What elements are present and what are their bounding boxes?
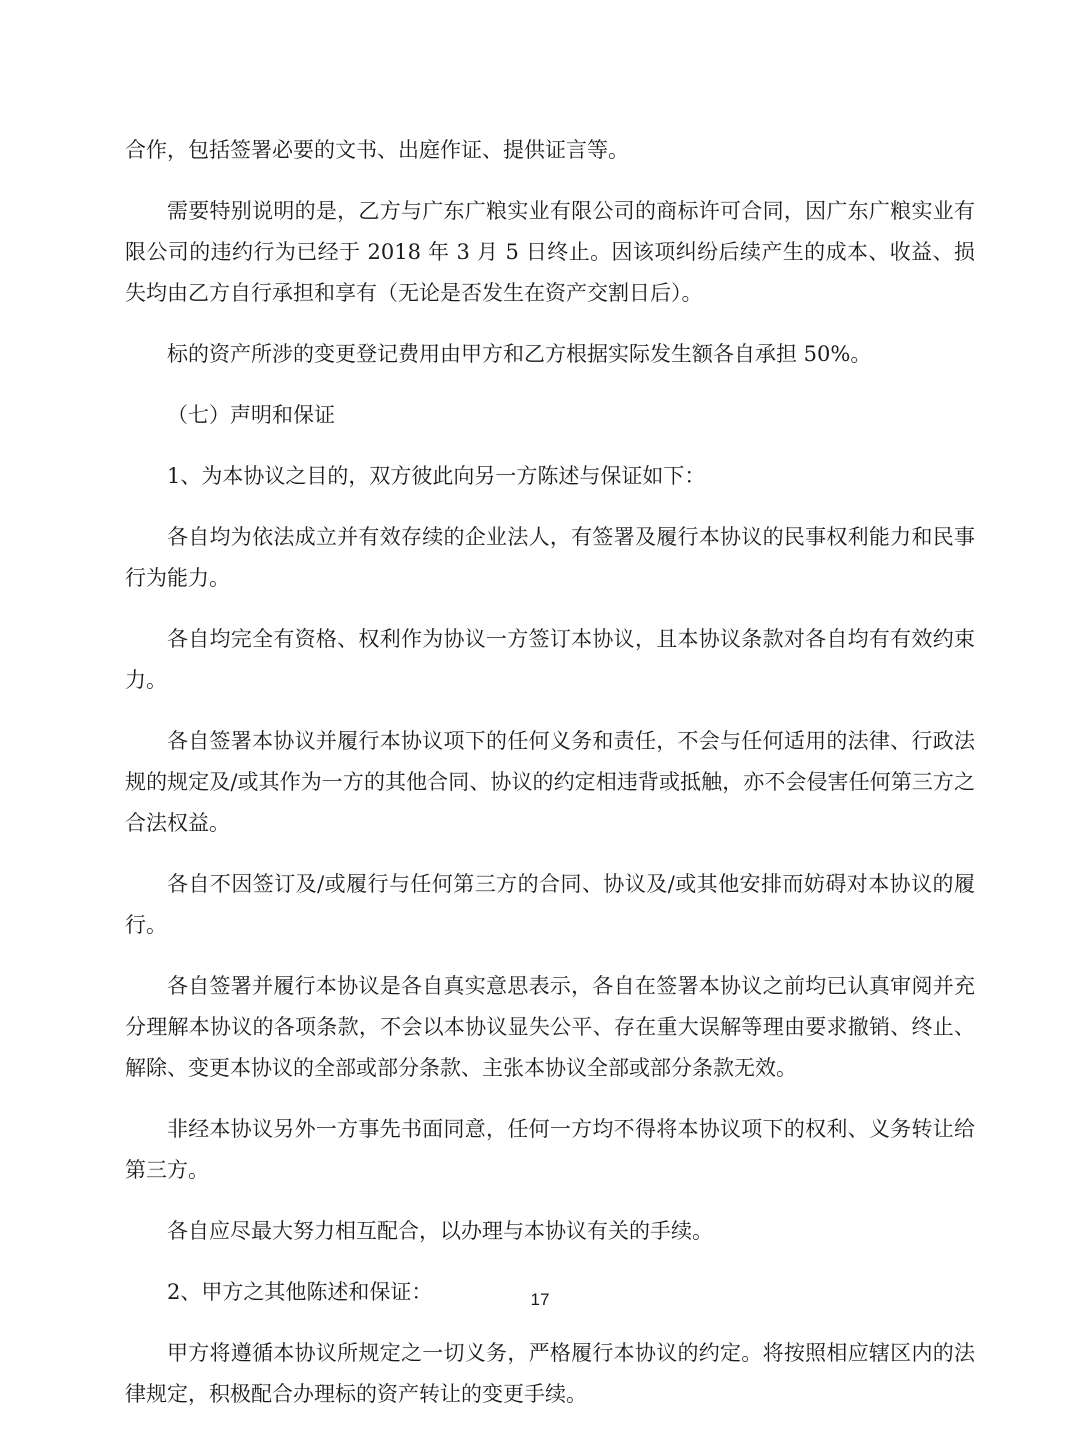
paragraph-trademark-note: 需要特别说明的是，乙方与广东广粮实业有限公司的商标许可合同，因广东广粮实业有限公司的违约行为已经于 2018 年 3 月 5 日终止。因该项纠纷后续产生的成本、收益、损失均由乙方自行承担和享有（无论是否发生在资产交割日后）。 bbox=[125, 199, 975, 305]
clause-heading-party-a: 2、甲方之其他陈述和保证： bbox=[167, 1280, 433, 1304]
paragraph-no-transfer: 非经本协议另外一方事先书面同意，任何一方均不得将本协议项下的权利、义务转让给第三方。 bbox=[125, 1117, 975, 1182]
document-body bbox=[125, 130, 975, 1435]
paragraph-qualification: 各自均完全有资格、权利作为协议一方签订本协议，且本协议条款对各自均有有效约束力。 bbox=[125, 627, 975, 692]
page-number: 17 bbox=[530, 1290, 550, 1309]
clause-heading-mutual: 1、为本协议之目的，双方彼此向另一方陈述与保证如下： bbox=[167, 464, 706, 488]
paragraph-true-intent: 各自签署并履行本协议是各自真实意思表示，各自在签署本协议之前均已认真审阅并充分理解本协议的各项条款，不会以本协议显失公平、存在重大误解等理由要求撤销、终止、解除、变更本协议的全部或部分条款、主张本协议全部或部分条款无效。 bbox=[125, 974, 975, 1080]
section-heading-representations: （七）声明和保证 bbox=[167, 403, 335, 427]
paragraph-no-conflict: 各自签署本协议并履行本协议项下的任何义务和责任，不会与任何适用的法律、行政法规的规定及/或其作为一方的其他合同、协议的约定相违背或抵触，亦不会侵害任何第三方之合法权益。 bbox=[125, 729, 975, 835]
paragraph-party-a-obligations: 甲方将遵循本协议所规定之一切义务，严格履行本协议的约定。将按照相应辖区内的法律规定，积极配合办理标的资产转让的变更手续。 bbox=[125, 1341, 975, 1406]
paragraph-cooperation: 合作，包括签署必要的文书、出庭作证、提供证言等。 bbox=[125, 138, 629, 162]
paragraph-registration-fee: 标的资产所涉的变更登记费用由甲方和乙方根据实际发生额各自承担 50%。 bbox=[167, 342, 872, 366]
paragraph-no-hindrance: 各自不因签订及/或履行与任何第三方的合同、协议及/或其他安排而妨碍对本协议的履行。 bbox=[125, 872, 975, 937]
paragraph-cooperate: 各自应尽最大努力相互配合，以办理与本协议有关的手续。 bbox=[167, 1219, 713, 1243]
paragraph-legal-entity: 各自均为依法成立并有效存续的企业法人，有签署及履行本协议的民事权利能力和民事行为能力。 bbox=[125, 525, 975, 590]
